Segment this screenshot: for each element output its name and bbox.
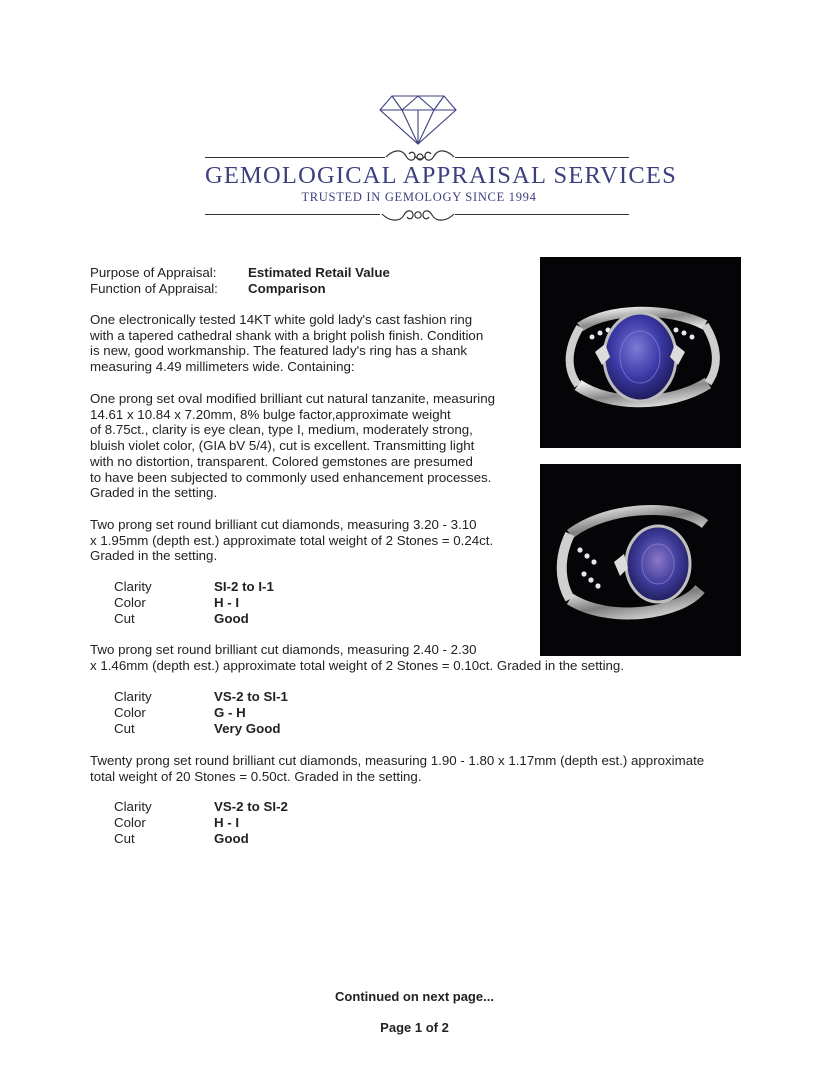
grade-label-color: Color — [114, 595, 146, 610]
function-value: Comparison — [248, 281, 326, 296]
grade-label-cut: Cut — [114, 611, 135, 626]
company-name: GEMOLOGICAL APPRAISAL SERVICES — [205, 162, 677, 189]
center-stone-line: One prong set oval modified brilliant cut natural tanzanite, measuring — [90, 391, 496, 406]
purpose-value: Estimated Retail Value — [248, 265, 390, 280]
ring-image-side — [540, 464, 741, 656]
center-stone-line: of 8.75ct., clarity is eye clean, type I, medium, moderately strong, — [90, 422, 473, 438]
description-line: One electronically tested 14KT white gold lady's cast fashion ring — [90, 312, 473, 327]
diamond-group-line: Two prong set round brilliant cut diamonds, measuring 2.40 - 2.30 — [90, 642, 477, 657]
grade-value-cut: Good — [214, 611, 249, 626]
purpose-label: Purpose of Appraisal: — [90, 265, 217, 280]
header-rule-bottom-right — [455, 214, 629, 215]
description-line: measuring 4.49 millimeters wide. Containing: — [90, 359, 355, 375]
center-stone-line: 14.61 x 10.84 x 7.20mm, 8% bulge factor,approximate weight — [90, 406, 451, 422]
grade-value-cut: Very Good — [214, 721, 281, 736]
center-stone-line: bluish violet color, (GIA bV 5/4), cut is excellent. Transmitting light — [90, 438, 475, 454]
ring-photo-bottom — [540, 464, 741, 656]
diamond-group-1-description — [90, 517, 493, 564]
grade-value-color: H - I — [214, 595, 240, 610]
header-rule-top-right — [455, 157, 629, 158]
center-stone-line: to have been subjected to commonly used enhancement processes. — [90, 469, 492, 485]
header-rule-top — [205, 157, 385, 158]
center-stone-line: with no distortion, transparent. Colored gemstones are presumed — [90, 453, 473, 469]
grade-value-clarity: VS-2 to SI-2 — [214, 799, 288, 814]
grade-label-clarity: Clarity — [114, 689, 152, 704]
grade-label-cut: Cut — [114, 831, 135, 846]
description-line: is new, good workmanship. The featured lady's ring has a shank — [90, 343, 468, 359]
company-tagline: TRUSTED IN GEMOLOGY SINCE 1994 — [301, 190, 537, 204]
diamond-group-line: x 1.46mm (depth est.) approximate total weight of 2 Stones = 0.10ct. Graded in the setting. — [90, 657, 625, 673]
center-stone-description — [90, 391, 495, 501]
grade-value-clarity: VS-2 to SI-1 — [214, 689, 288, 704]
grade-label-color: Color — [114, 815, 146, 830]
header-rule-bottom — [205, 214, 380, 215]
grade-label-clarity: Clarity — [114, 579, 152, 594]
grade-label-color: Color — [114, 705, 146, 720]
description-line: with a tapered cathedral shank with a bright polish finish. Condition — [90, 327, 484, 343]
continued-note: Continued on next page... — [335, 989, 494, 1004]
ring-description — [90, 312, 483, 375]
diamond-group-line: total weight of 20 Stones = 0.50ct. Graded in the setting. — [90, 768, 422, 784]
grade-value-color: H - I — [214, 815, 240, 830]
diamond-group-3-description — [90, 753, 704, 784]
diamond-group-line: x 1.95mm (depth est.) approximate total weight of 2 Stones = 0.24ct. — [90, 532, 494, 548]
diamond-group-line: Twenty prong set round brilliant cut diamonds, measuring 1.90 - 1.80 x 1.17mm (depth est.) approximate — [90, 753, 705, 768]
ornament-flourish-bottom-icon — [380, 204, 456, 226]
ring-photo-top — [540, 257, 741, 448]
grade-value-clarity: SI-2 to I-1 — [214, 579, 274, 594]
grade-label-cut: Cut — [114, 721, 135, 736]
diamond-logo-icon — [378, 94, 458, 146]
function-label: Function of Appraisal: — [90, 281, 218, 296]
page-number: Page 1 of 2 — [380, 1020, 449, 1035]
grade-label-clarity: Clarity — [114, 799, 152, 814]
ring-image-front — [540, 257, 741, 448]
diamond-group-line: Two prong set round brilliant cut diamonds, measuring 3.20 - 3.10 — [90, 517, 477, 532]
center-stone-line: Graded in the setting. — [90, 485, 218, 501]
grade-value-color: G - H — [214, 705, 246, 720]
grade-value-cut: Good — [214, 831, 249, 846]
diamond-group-line: Graded in the setting. — [90, 548, 218, 564]
